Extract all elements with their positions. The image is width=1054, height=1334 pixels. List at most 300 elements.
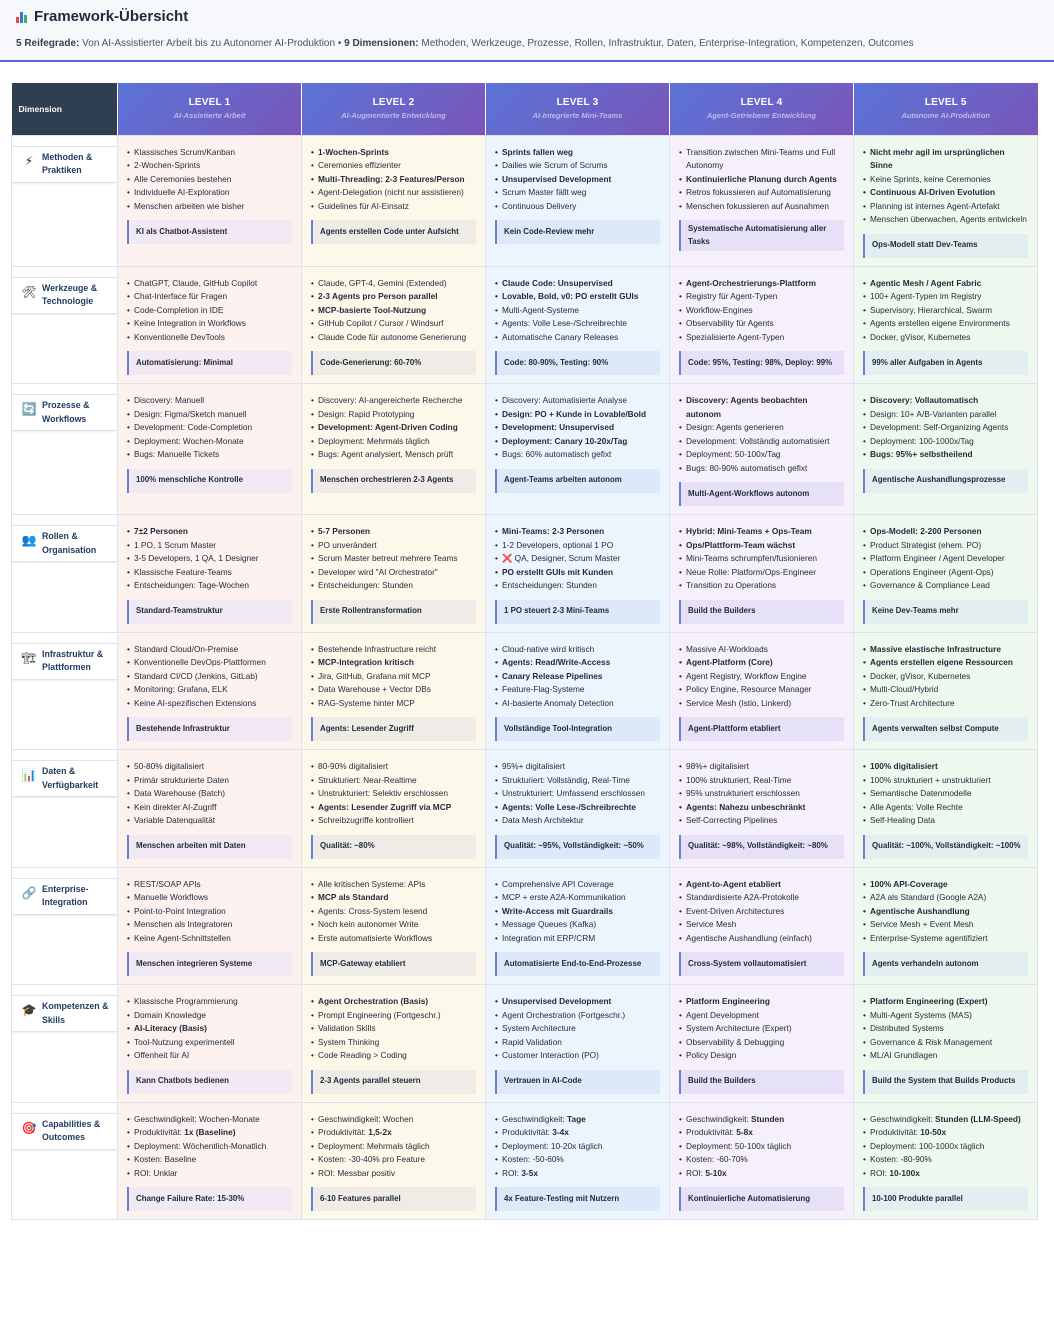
summary-box: Build the Builders bbox=[679, 1070, 844, 1094]
list-item: • System Thinking bbox=[311, 1036, 476, 1050]
metric-value: Baseline bbox=[164, 1154, 197, 1164]
summary-box: Qualität: ~95%, Vollständigkeit: ~50% bbox=[495, 835, 660, 859]
list-item: • Discovery: AI-angereicherte Recherche bbox=[311, 394, 476, 408]
list-item: • Integration mit ERP/CRM bbox=[495, 932, 660, 946]
level-4-cell bbox=[670, 384, 854, 515]
metric-value: -60-70% bbox=[716, 1154, 748, 1164]
bullet-list bbox=[679, 995, 844, 1063]
list-item: • Planning ist internes Agent-Artefakt bbox=[863, 200, 1028, 214]
metric-value: Messbar positiv bbox=[337, 1167, 396, 1178]
list-item: • Multi-Threading: 2-3 Features/Person bbox=[311, 173, 476, 187]
list-item: • Bugs: 60% automatisch gefixt bbox=[495, 448, 660, 462]
metric-label: Produktivität: bbox=[502, 1127, 553, 1137]
list-item: • MCP + erste A2A-Kommunikation bbox=[495, 891, 660, 905]
level-5-cell bbox=[854, 384, 1038, 515]
level-3-cell bbox=[486, 266, 670, 384]
list-item: • Transition zwischen Mini-Teams und Full Autonomy bbox=[679, 146, 844, 173]
summary-box: 2-3 Agents parallel steuern bbox=[311, 1070, 476, 1094]
list-item: • Claude Code für autonome Generierung bbox=[311, 331, 476, 345]
metric-label: ROI: bbox=[502, 1167, 522, 1178]
list-item: • REST/SOAP APIs bbox=[127, 878, 292, 892]
list-item: • Menschen arbeiten wie bisher bbox=[127, 200, 292, 214]
list-item: • 100% API-Coverage bbox=[863, 878, 1028, 892]
list-item: • Multi-Agent-Systeme bbox=[495, 304, 660, 318]
list-item: • Massive elastische Infrastructure bbox=[863, 643, 1028, 657]
bullet-list bbox=[863, 760, 1028, 828]
summary-box: Agentische Aushandlungsprozesse bbox=[863, 469, 1028, 493]
tools-icon: 🛠 bbox=[21, 284, 37, 299]
list-item bbox=[495, 1113, 660, 1127]
list-item: • Development: Agent-Driven Coding bbox=[311, 421, 476, 435]
list-item: • Deployment: Wochen-Monate bbox=[127, 435, 292, 449]
list-item: • Developer wird "AI Orchestrator" bbox=[311, 566, 476, 580]
dimension-label: Infrastruktur & Plattformen bbox=[42, 648, 104, 672]
graduation-cap-icon: 🎓 bbox=[21, 1003, 37, 1017]
level-subtitle: Autonome AI-Produktion bbox=[901, 111, 990, 121]
bullet-list bbox=[127, 995, 292, 1063]
level-3-header bbox=[486, 83, 670, 135]
list-item bbox=[495, 1140, 660, 1154]
metric-label: Geschwindigkeit: bbox=[318, 1113, 384, 1124]
list-item: • Menschen als Integratoren bbox=[127, 918, 292, 932]
page-subtitle bbox=[16, 37, 1038, 50]
list-item: • Agentische Aushandlung (einfach) bbox=[679, 932, 844, 946]
list-item bbox=[127, 1167, 292, 1181]
list-item bbox=[679, 1113, 844, 1127]
dimension-cell bbox=[12, 867, 118, 985]
list-item: • Enterprise-Systeme agentifiziert bbox=[863, 932, 1028, 946]
metric-label: Kosten: bbox=[502, 1154, 533, 1164]
construction-icon: 🏗 bbox=[21, 650, 37, 665]
list-item: • Rapid Validation bbox=[495, 1036, 660, 1050]
metric-label: Kosten: bbox=[686, 1154, 717, 1164]
bullet-list bbox=[679, 1113, 844, 1181]
list-item: • Discovery: Manuell bbox=[127, 394, 292, 408]
metric-label: Geschwindigkeit: bbox=[686, 1113, 752, 1124]
list-item: • 100+ Agent-Typen im Registry bbox=[863, 290, 1028, 304]
bullet-list bbox=[311, 525, 476, 593]
dimension-label: Capabilities & Outcomes bbox=[42, 1118, 101, 1142]
bullet-list bbox=[495, 394, 660, 462]
bullet-list bbox=[495, 878, 660, 946]
summary-box: Menschen orchestrieren 2-3 Agents bbox=[311, 469, 476, 493]
list-item: • Bugs: 95%+ selbstheilend bbox=[863, 448, 1028, 462]
list-item: • Feature-Flag-Systeme bbox=[495, 683, 660, 697]
list-item: • Keine AI-spezifischen Extensions bbox=[127, 697, 292, 711]
level-2-cell bbox=[302, 384, 486, 515]
list-item: • Unsupervised Development bbox=[495, 995, 660, 1009]
list-item: • Platform Engineer / Agent Developer bbox=[863, 552, 1028, 566]
list-item: • Tool-Nutzung experimentell bbox=[127, 1036, 292, 1050]
list-item: • Spezialisierte Agent-Typen bbox=[679, 331, 844, 345]
list-item: • Bestehende Infrastructure reicht bbox=[311, 643, 476, 657]
list-item: • Development: Vollständig automatisiert bbox=[679, 435, 844, 449]
dimension-cell bbox=[12, 266, 118, 384]
list-item: • Neue Rolle: Platform/Ops-Engineer bbox=[679, 566, 844, 580]
summary-box: Kontinuierliche Automatisierung bbox=[679, 1187, 844, 1211]
level-name: LEVEL 1 bbox=[188, 97, 231, 109]
level-1-header bbox=[118, 83, 302, 135]
level-5-cell bbox=[854, 135, 1038, 266]
dimension-cell bbox=[12, 1102, 118, 1220]
summary-box: Agents erstellen Code unter Aufsicht bbox=[311, 220, 476, 244]
list-item: • Agent-to-Agent etabliert bbox=[679, 878, 844, 892]
bullet-list bbox=[127, 525, 292, 593]
dimension-label: Rollen & Organisation bbox=[42, 531, 97, 555]
list-item: • Code-Completion in IDE bbox=[127, 304, 292, 318]
level-2-cell bbox=[302, 135, 486, 266]
metric-label: Kosten: bbox=[134, 1154, 165, 1164]
dimension-column-header: Dimension bbox=[12, 83, 118, 135]
list-item: • Docker, gVisor, Kubernetes bbox=[863, 331, 1028, 345]
metric-value: 10-100x bbox=[889, 1167, 920, 1178]
level-5-cell bbox=[854, 1102, 1038, 1220]
level-1-cell bbox=[118, 750, 302, 868]
level-name: LEVEL 5 bbox=[924, 97, 967, 109]
list-item: • Code Reading > Coding bbox=[311, 1049, 476, 1063]
bullet-list bbox=[495, 146, 660, 214]
table-row bbox=[12, 1102, 1038, 1220]
level-3-cell bbox=[486, 135, 670, 266]
list-item: • RAG-Systeme hinter MCP bbox=[311, 697, 476, 711]
list-item: • Unstrukturiert: Selektiv erschlossen bbox=[311, 787, 476, 801]
level-1-cell bbox=[118, 135, 302, 266]
list-item: • 100% digitalisiert bbox=[863, 760, 1028, 774]
summary-box: Qualität: ~98%, Vollständigkeit: ~80% bbox=[679, 835, 844, 859]
list-item: • Individuelle AI-Exploration bbox=[127, 186, 292, 200]
metric-value: Tage bbox=[567, 1113, 586, 1124]
dimension-label-box bbox=[12, 760, 117, 797]
list-item: • Data Warehouse (Batch) bbox=[127, 787, 292, 801]
list-item: • Agents erstellen eigene Environments bbox=[863, 317, 1028, 331]
list-item: • Discovery: Agents beobachten autonom bbox=[679, 394, 844, 421]
list-item: • PO unverändert bbox=[311, 539, 476, 553]
list-item: • Alle Ceremonies bestehen bbox=[127, 173, 292, 187]
list-item: • 100% strukturiert + unstrukturiert bbox=[863, 774, 1028, 788]
list-item: • Alle Agents: Volle Rechte bbox=[863, 801, 1028, 815]
table-row bbox=[12, 750, 1038, 868]
refresh-icon: 🔄 bbox=[21, 402, 37, 416]
list-item: • Continuous Delivery bbox=[495, 200, 660, 214]
summary-box: Cross-System vollautomatisiert bbox=[679, 952, 844, 976]
dimension-label-box bbox=[12, 394, 117, 431]
metric-label: Produktivität: bbox=[870, 1127, 921, 1137]
list-item: • Development: Self-Organizing Agents bbox=[863, 421, 1028, 435]
level-4-cell bbox=[670, 867, 854, 985]
level-3-cell bbox=[486, 985, 670, 1103]
list-item: • 2-Wochen-Sprints bbox=[127, 159, 292, 173]
list-item: • Strukturiert: Vollständig, Real-Time bbox=[495, 774, 660, 788]
dimension-cell bbox=[12, 632, 118, 750]
bar-chart-icon: 📊 bbox=[21, 768, 37, 782]
bullet-list bbox=[311, 277, 476, 345]
metric-label: ROI: bbox=[686, 1167, 706, 1178]
metric-value: 100-1000x täglich bbox=[918, 1140, 985, 1151]
metric-value: 50-100x täglich bbox=[734, 1140, 792, 1151]
list-item: • MCP-Integration kritisch bbox=[311, 656, 476, 670]
level-1-cell bbox=[118, 1102, 302, 1220]
level-1-cell bbox=[118, 266, 302, 384]
subtitle-levels-text: Von AI-Assistierter Arbeit bis zu Autonomer AI-Produktion • bbox=[82, 38, 342, 49]
list-item: • Entscheidungen: Stunden bbox=[311, 579, 476, 593]
metric-value: Wöchentlich-Monatlich bbox=[182, 1140, 267, 1151]
level-2-cell bbox=[302, 632, 486, 750]
list-item: • Development: Unsupervised bbox=[495, 421, 660, 435]
summary-box: 6-10 Features parallel bbox=[311, 1187, 476, 1211]
list-item: • Ops/Plattform-Team wächst bbox=[679, 539, 844, 553]
level-subtitle: Agent-Getriebene Entwicklung bbox=[706, 111, 817, 121]
list-item bbox=[311, 1126, 476, 1140]
summary-box: 4x Feature-Testing mit Nutzern bbox=[495, 1187, 660, 1211]
list-item: • Entscheidungen: Tage-Wochen bbox=[127, 579, 292, 593]
summary-box: Erste Rollentransformation bbox=[311, 600, 476, 624]
bullet-list bbox=[311, 995, 476, 1063]
summary-box: Qualität: ~100%, Vollständigkeit: ~100% bbox=[863, 835, 1028, 859]
level-4-header bbox=[670, 83, 854, 135]
metric-label: Deployment: bbox=[134, 1140, 183, 1151]
level-2-cell bbox=[302, 750, 486, 868]
list-item: • Standard Cloud/On-Premise bbox=[127, 643, 292, 657]
level-4-cell bbox=[670, 1102, 854, 1220]
level-3-cell bbox=[486, 632, 670, 750]
list-item: • Klassische Feature-Teams bbox=[127, 566, 292, 580]
list-item: • Entscheidungen: Stunden bbox=[495, 579, 660, 593]
level-5-cell bbox=[854, 266, 1038, 384]
summary-box: Build the Builders bbox=[679, 600, 844, 624]
level-4-cell bbox=[670, 985, 854, 1103]
list-item: • Observability & Debugging bbox=[679, 1036, 844, 1050]
summary-box: 100% menschliche Kontrolle bbox=[127, 469, 292, 493]
metric-label: Produktivität: bbox=[686, 1127, 737, 1137]
list-item: • Agent-Delegation (nicht nur assistieren) bbox=[311, 186, 476, 200]
list-item: • Ops-Modell: 2-200 Personen bbox=[863, 525, 1028, 539]
page-title bbox=[16, 7, 1038, 25]
list-item: • Standard CI/CD (Jenkins, GitLab) bbox=[127, 670, 292, 684]
metric-value: Wochen-Monate bbox=[199, 1113, 260, 1124]
metric-label: Deployment: bbox=[686, 1140, 735, 1151]
list-item: • Event-Driven Architectures bbox=[679, 905, 844, 919]
bullet-list bbox=[127, 760, 292, 828]
list-item: • Agents: Volle Lese-/Schreibrechte bbox=[495, 801, 660, 815]
list-item: • Platform Engineering (Expert) bbox=[863, 995, 1028, 1009]
list-item bbox=[863, 1126, 1028, 1140]
list-item: • A2A als Standard (Google A2A) bbox=[863, 891, 1028, 905]
list-item: • Write-Access mit Guardrails bbox=[495, 905, 660, 919]
list-item: • Menschen überwachen, Agents entwickeln bbox=[863, 213, 1028, 227]
list-item: • Guidelines für AI-Einsatz bbox=[311, 200, 476, 214]
list-item: • Sprints fallen weg bbox=[495, 146, 660, 160]
list-item: • Deployment: 100-1000x/Tag bbox=[863, 435, 1028, 449]
bullet-list bbox=[127, 643, 292, 711]
list-item: • Automatische Canary Releases bbox=[495, 331, 660, 345]
metric-value: -80-90% bbox=[900, 1154, 932, 1164]
list-item: • Hybrid: Mini-Teams + Ops-Team bbox=[679, 525, 844, 539]
list-item: • Validation Skills bbox=[311, 1022, 476, 1036]
list-item: • PO erstellt GUIs mit Kunden bbox=[495, 566, 660, 580]
metric-value: 10-20x täglich bbox=[550, 1140, 603, 1151]
summary-box: Agent-Teams arbeiten autonom bbox=[495, 469, 660, 493]
list-item: • ❌ QA, Designer, Scrum Master bbox=[495, 552, 660, 566]
list-item: • Workflow-Engines bbox=[679, 304, 844, 318]
list-item: • Agents: Read/Write-Access bbox=[495, 656, 660, 670]
level-1-cell bbox=[118, 867, 302, 985]
metric-value: Stunden (LLM-Speed) bbox=[935, 1113, 1021, 1124]
bullet-list bbox=[311, 146, 476, 214]
list-item: • Bugs: Agent analysiert, Mensch prüft bbox=[311, 448, 476, 462]
summary-box: Code-Generierung: 60-70% bbox=[311, 351, 476, 375]
list-item bbox=[127, 1153, 292, 1167]
list-item: • Nicht mehr agil im ursprünglichen Sinne bbox=[863, 146, 1028, 173]
bullet-list bbox=[679, 878, 844, 946]
metric-label: Deployment: bbox=[870, 1140, 919, 1151]
list-item: • Claude Code: Unsupervised bbox=[495, 277, 660, 291]
list-item: • Menschen fokussieren auf Ausnahmen bbox=[679, 200, 844, 214]
dimension-label-box bbox=[12, 643, 117, 680]
list-item: • Mini-Teams schrumpfen/fusionieren bbox=[679, 552, 844, 566]
bar-chart-icon bbox=[16, 10, 30, 23]
bullet-list bbox=[311, 394, 476, 462]
level-1-cell bbox=[118, 515, 302, 633]
summary-box: Vollständige Tool-Integration bbox=[495, 717, 660, 741]
metric-value: Mehrmals täglich bbox=[366, 1140, 430, 1151]
metric-value: Unklar bbox=[153, 1167, 178, 1178]
level-3-cell bbox=[486, 384, 670, 515]
list-item: • Service Mesh + Event Mesh bbox=[863, 918, 1028, 932]
list-item: • Kontinuierliche Planung durch Agents bbox=[679, 173, 844, 187]
list-item: • Agent Registry, Workflow Engine bbox=[679, 670, 844, 684]
list-item: • Keine Agent-Schnittstellen bbox=[127, 932, 292, 946]
metric-label: ROI: bbox=[318, 1167, 338, 1178]
list-item: • Service Mesh bbox=[679, 918, 844, 932]
list-item: • Design: Rapid Prototyping bbox=[311, 408, 476, 422]
level-5-header bbox=[854, 83, 1038, 135]
list-item: • 7±2 Personen bbox=[127, 525, 292, 539]
dimension-label-box bbox=[12, 525, 117, 562]
list-item: • Supervisory, Hierarchical, Swarm bbox=[863, 304, 1028, 318]
list-item: • Product Strategist (ehem. PO) bbox=[863, 539, 1028, 553]
list-item: • Semantische Datenmodelle bbox=[863, 787, 1028, 801]
level-2-cell bbox=[302, 985, 486, 1103]
level-subtitle: AI-Augmentierte Entwicklung bbox=[341, 111, 446, 121]
list-item: • Message Queues (Kafka) bbox=[495, 918, 660, 932]
list-item: • Customer Interaction (PO) bbox=[495, 1049, 660, 1063]
metric-value: 3-4x bbox=[552, 1127, 569, 1137]
metric-label: ROI: bbox=[870, 1167, 890, 1178]
level-1-cell bbox=[118, 632, 302, 750]
level-name: LEVEL 2 bbox=[372, 97, 415, 109]
dimension-cell bbox=[12, 750, 118, 868]
list-item: • Strukturiert: Near-Realtime bbox=[311, 774, 476, 788]
list-item: • Scrum Master betreut mehrere Teams bbox=[311, 552, 476, 566]
list-item: • Policy Engine, Resource Manager bbox=[679, 683, 844, 697]
list-item: • Governance & Risk Management bbox=[863, 1036, 1028, 1050]
list-item bbox=[311, 1153, 476, 1167]
summary-box: Kann Chatbots bedienen bbox=[127, 1070, 292, 1094]
list-item: • MCP als Standard bbox=[311, 891, 476, 905]
list-item: • MCP-basierte Tool-Nutzung bbox=[311, 304, 476, 318]
dimension-label: Enterprise-Integration bbox=[42, 883, 89, 907]
summary-box: Menschen arbeiten mit Daten bbox=[127, 835, 292, 859]
list-item bbox=[495, 1167, 660, 1181]
bullet-list bbox=[311, 878, 476, 946]
dimension-label-box bbox=[12, 878, 117, 915]
summary-box: Code: 80-90%, Testing: 90% bbox=[495, 351, 660, 375]
dimension-label: Prozesse & Workflows bbox=[42, 400, 90, 424]
level-2-cell bbox=[302, 515, 486, 633]
dimension-label: Kompetenzen & Skills bbox=[42, 1001, 109, 1025]
summary-box: Agents: Lesender Zugriff bbox=[311, 717, 476, 741]
list-item bbox=[311, 1113, 476, 1127]
summary-box: Vertrauen in AI-Code bbox=[495, 1070, 660, 1094]
bullet-list bbox=[863, 525, 1028, 593]
list-item bbox=[863, 1113, 1028, 1127]
list-item: • Agentische Aushandlung bbox=[863, 905, 1028, 919]
summary-box: Ops-Modell statt Dev-Teams bbox=[863, 234, 1028, 258]
list-item: • Standardisierte A2A-Protokolle bbox=[679, 891, 844, 905]
level-3-cell bbox=[486, 515, 670, 633]
dimension-label-box bbox=[12, 277, 117, 314]
bullet-list bbox=[679, 760, 844, 828]
summary-box: Agents verwalten selbst Compute bbox=[863, 717, 1028, 741]
level-3-cell bbox=[486, 1102, 670, 1220]
metric-label: Geschwindigkeit: bbox=[502, 1113, 568, 1124]
subtitle-dimensions-label: 9 Dimensionen: bbox=[344, 38, 419, 49]
summary-box: KI als Chatbot-Assistent bbox=[127, 220, 292, 244]
bullet-list bbox=[679, 394, 844, 475]
list-item: • Erste automatisierte Workflows bbox=[311, 932, 476, 946]
list-item bbox=[127, 1140, 292, 1154]
bullet-list bbox=[495, 760, 660, 828]
bullet-list bbox=[311, 1113, 476, 1181]
list-item: • 1-2 Developers, optional 1 PO bbox=[495, 539, 660, 553]
metric-value: -30-40% pro Feature bbox=[348, 1154, 426, 1164]
dimension-cell bbox=[12, 135, 118, 266]
list-item: • Observability für Agents bbox=[679, 317, 844, 331]
level-5-cell bbox=[854, 632, 1038, 750]
metric-value: 3-5x bbox=[521, 1167, 538, 1178]
metric-label: Kosten: bbox=[318, 1154, 349, 1164]
summary-box: 99% aller Aufgaben in Agents bbox=[863, 351, 1028, 375]
list-item bbox=[863, 1140, 1028, 1154]
metric-label: Deployment: bbox=[502, 1140, 551, 1151]
page-title-text: Framework-Übersicht bbox=[34, 7, 189, 25]
list-item: • Comprehensive API Coverage bbox=[495, 878, 660, 892]
summary-box: Change Failure Rate: 15-30% bbox=[127, 1187, 292, 1211]
list-item: • Variable Datenqualität bbox=[127, 814, 292, 828]
metric-label: Kosten: bbox=[870, 1154, 901, 1164]
list-item: • 100% strukturiert, Real-Time bbox=[679, 774, 844, 788]
dimension-cell bbox=[12, 384, 118, 515]
bullet-list bbox=[863, 643, 1028, 711]
level-2-cell bbox=[302, 1102, 486, 1220]
level-2-header bbox=[302, 83, 486, 135]
list-item: • Design: Agents generieren bbox=[679, 421, 844, 435]
summary-box: Kein Code-Review mehr bbox=[495, 220, 660, 244]
list-item: • Self-Correcting Pipelines bbox=[679, 814, 844, 828]
list-item: • Governance & Compliance Lead bbox=[863, 579, 1028, 593]
list-item: • Data Warehouse + Vector DBs bbox=[311, 683, 476, 697]
list-item: • 1 PO, 1 Scrum Master bbox=[127, 539, 292, 553]
list-item: • Platform Engineering bbox=[679, 995, 844, 1009]
level-5-cell bbox=[854, 515, 1038, 633]
list-item: • Kein direkter AI-Zugriff bbox=[127, 801, 292, 815]
level-4-cell bbox=[670, 632, 854, 750]
list-item: • Discovery: Automatisierte Analyse bbox=[495, 394, 660, 408]
list-item: • Canary Release Pipelines bbox=[495, 670, 660, 684]
list-item: • Unstrukturiert: Umfassend erschlossen bbox=[495, 787, 660, 801]
list-item: • Domain Knowledge bbox=[127, 1009, 292, 1023]
list-item: • Keine Integration in Workflows bbox=[127, 317, 292, 331]
